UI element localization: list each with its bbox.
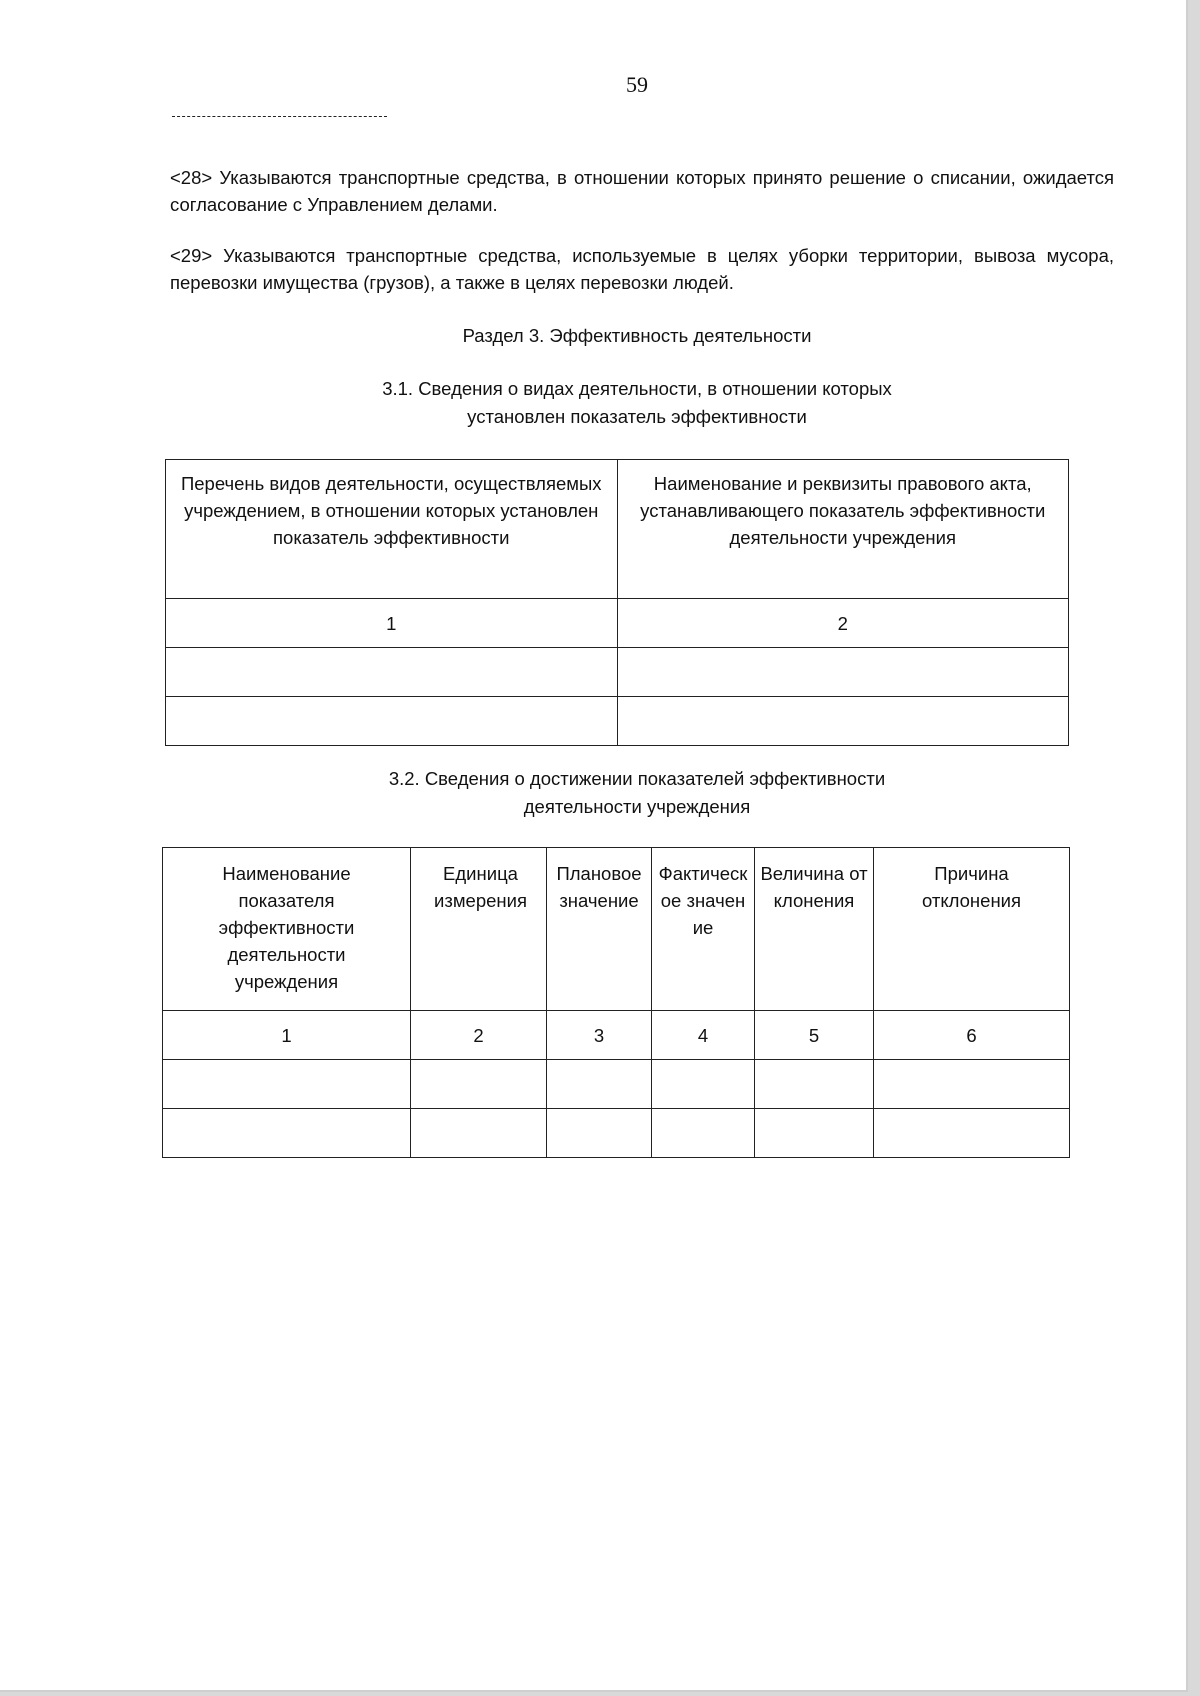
column-number: 1 — [163, 1011, 411, 1060]
table-cell — [163, 1060, 411, 1109]
table-row — [166, 697, 1069, 746]
column-header-deviation-reason: Причина отклонения — [874, 848, 1070, 1011]
column-number: 2 — [411, 1011, 547, 1060]
column-number: 4 — [652, 1011, 755, 1060]
table-cell — [163, 1109, 411, 1158]
table-cell — [411, 1109, 547, 1158]
table-cell — [755, 1060, 874, 1109]
subsection-3-1-title-line1: 3.1. Сведения о видах деятельности, в отношении которых — [382, 378, 892, 399]
table-cell — [547, 1109, 652, 1158]
subsection-3-2-title-line1: 3.2. Сведения о достижении показателей эффективности — [388, 768, 886, 789]
table-cell — [652, 1060, 755, 1109]
column-number: 1 — [166, 599, 618, 648]
subsection-3-2-title-line2: деятельности учреждения — [523, 796, 751, 817]
footnote-separator — [172, 116, 387, 117]
page-number: 59 — [626, 72, 648, 97]
footnote-29: <29> Указываются транспортные средства, используемые в целях уборки территории, вывоза мусора, перевозки имущества (грузов), а также в целях перевозки людей. — [170, 245, 1114, 293]
column-header-legal-act: Наименование и реквизиты правового акта, устанавливающего показатель эффективности деятельности учреждения — [617, 460, 1069, 599]
column-header-deviation-value: Величина отклонения — [755, 848, 874, 1011]
column-header-activities: Перечень видов деятельности, осуществляемых учреждением, в отношении которых установлен показатель эффективности — [166, 460, 618, 599]
column-header-actual-value: Фактическое значение — [652, 848, 755, 1011]
column-number: 5 — [755, 1011, 874, 1060]
table-cell — [652, 1109, 755, 1158]
table-number-row — [163, 1011, 1070, 1060]
indicators-table — [162, 847, 1070, 1158]
footnote-28: <28> Указываются транспортные средства, в отношении которых принято решение о списании, ожидается согласование с Управлением делами. — [170, 167, 1114, 215]
table-cell — [874, 1060, 1070, 1109]
column-number: 3 — [547, 1011, 652, 1060]
table-cell — [755, 1109, 874, 1158]
table-cell — [617, 697, 1069, 746]
table-cell — [617, 648, 1069, 697]
column-number: 6 — [874, 1011, 1070, 1060]
subsection-3-2-title — [0, 765, 1200, 821]
subsection-3-1-title-line2: установлен показатель эффективности — [467, 406, 807, 427]
activities-table — [165, 459, 1069, 746]
section-title: Раздел 3. Эффективность деятельности — [462, 325, 812, 346]
table-number-row — [166, 599, 1069, 648]
column-number: 2 — [617, 599, 1069, 648]
table-cell — [166, 697, 618, 746]
table-row — [166, 648, 1069, 697]
column-header-planned-value: Плановое значение — [547, 848, 652, 1011]
table-row — [163, 1060, 1070, 1109]
column-header-unit: Единица измерения — [411, 848, 547, 1011]
subsection-3-1-title — [0, 375, 1200, 431]
table-row — [163, 1109, 1070, 1158]
table-cell — [166, 648, 618, 697]
table-cell — [874, 1109, 1070, 1158]
table-header-row — [166, 460, 1069, 599]
table-cell — [547, 1060, 652, 1109]
table-cell — [411, 1060, 547, 1109]
column-header-indicator-name: Наименование показателя эффективности деятельности учреждения — [163, 848, 411, 1011]
table-header-row — [163, 848, 1070, 1011]
